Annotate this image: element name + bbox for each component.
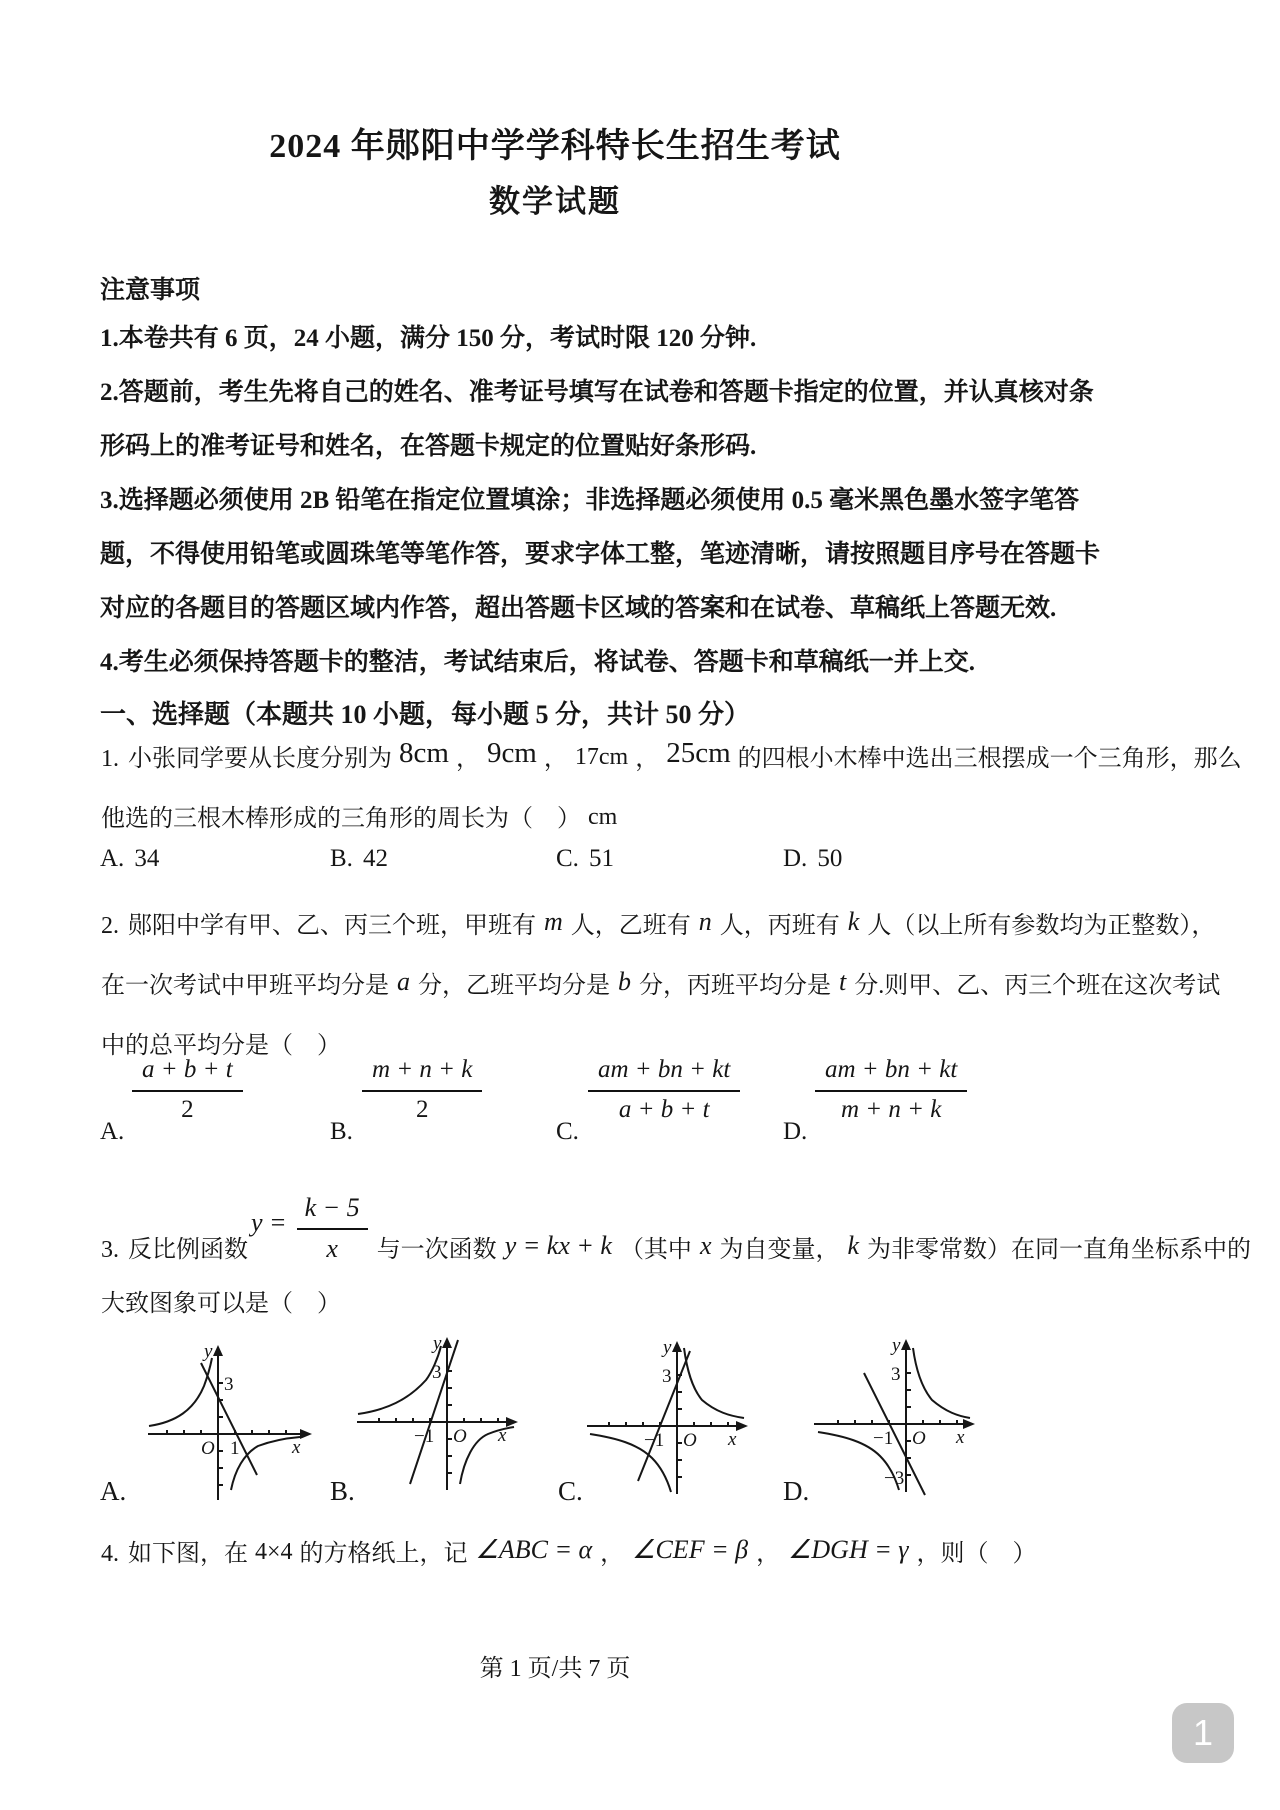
q2-var-b: b [618,967,631,996]
q2-var-m: m [544,907,563,936]
q3-fraction [297,1193,368,1264]
y-arrow-icon [901,1339,911,1350]
graph-option-c [582,1336,752,1498]
q2-var-k: k [847,907,860,936]
graph-a-svg [146,1342,316,1502]
q3-text-3: （其中 [619,1237,692,1263]
x-tick-label-neg1: −1 [873,1428,894,1449]
q2-option-a-numerator: a + b + t [132,1056,243,1092]
notice-heading: 注意事项 [100,277,201,304]
q2-text-4: 人（以上所有参数均为正整数）， [867,913,1216,939]
question-1-line-2 [100,793,623,833]
exam-subtitle: 数学试题 [489,184,621,219]
question-1-line-1 [100,733,1243,773]
q3-linear-formula: y = kx + k [504,1231,612,1260]
origin-label: O [201,1438,215,1459]
q4-angle-abc: ∠ABC = α [475,1535,593,1564]
q1-comma-2: ， [543,746,568,772]
graph-b-svg [352,1334,522,1496]
q1-option-b-label: B. [330,845,353,872]
q4-text-2: 的方格纸上，记 [299,1541,468,1567]
q1-length-1: 8cm [399,737,449,769]
q2-text-5: 在一次考试中甲班平均分是 [101,973,389,999]
q2-text-8: 分.则甲、乙、丙三个班在这次考试 [854,973,1221,999]
origin-label: O [912,1428,926,1449]
question-2-line-2 [100,960,1221,1000]
graph-c-svg [582,1336,752,1498]
q2-option-d-label: D. [783,1118,808,1145]
q4-text-1: 如下图，在 [128,1541,248,1567]
q1-number: 1. [101,746,119,772]
q2-option-d-fraction [815,1056,967,1124]
q2-option-a-denominator: 2 [181,1096,194,1123]
graph-option-a [146,1342,316,1502]
y-arrow-icon [672,1341,682,1352]
q3-text-1: 反比例函数 [128,1237,248,1263]
q3-formula-lhs: y = [251,1208,287,1237]
q2-text-3: 人，丙班有 [719,913,840,939]
q2-option-c-label: C. [556,1118,579,1145]
q3-text-2: 与一次函数 [376,1237,497,1263]
origin-label: O [453,1426,467,1447]
x-arrow-icon [300,1429,312,1439]
q1-length-3: 17cm [574,744,629,770]
q2-option-d-numerator: am + bn + kt [815,1056,967,1092]
q2-option-a-fraction [132,1056,243,1124]
question-3-line-2 [100,1278,342,1318]
notice-item-2-line-2: 形码上的准考证号和姓名，在答题卡规定的位置贴好条形码. [100,433,757,460]
graph-d-svg [806,1336,981,1500]
y-tick-label-3: 3 [224,1374,234,1395]
origin-label: O [683,1430,697,1451]
hyperbola-branch-q1 [913,1348,970,1418]
graph-a-letter: A. [100,1476,127,1506]
x-axis-label: x [498,1425,507,1446]
q1-option-d-value: 50 [817,845,843,872]
q1-option-b-value: 42 [362,845,388,872]
q3-fraction-denominator: x [326,1234,338,1263]
y-axis-label: y [204,1342,213,1362]
q2-option-c-denominator: a + b + t [618,1096,710,1123]
q2-text-9: 中的总平均分是（ ） [101,1033,341,1059]
exam-title: 2024 年郧阳中学学科特长生招生考试 [269,128,841,165]
page-number-badge [1172,1703,1234,1763]
q3-var-x: x [699,1231,712,1260]
q1-unit: cm [588,804,618,830]
q1-option-d-label: D. [783,845,808,872]
q2-text-6: 分，乙班平均分是 [418,973,610,999]
q2-number: 2. [101,913,119,939]
q2-option-b-numerator: m + n + k [362,1056,482,1092]
q1-text: 小张同学要从长度分别为 [128,746,392,772]
graph-c-letter: C. [558,1476,583,1506]
q4-comma-1: ， [600,1541,625,1567]
page-footer: 第 1 页/共 7 页 [479,1656,631,1682]
notice-item-2-line-1: 2.答题前，考生先将自己的姓名、准考证号填写在试卷和答题卡指定的位置，并认真核对条 [100,379,1094,406]
x-axis-label: x [728,1429,737,1450]
q3-number: 3. [101,1237,119,1263]
q2-option-d-denominator: m + n + k [840,1096,942,1123]
y-tick-label-3: 3 [891,1364,901,1385]
notice-item-3-line-2: 题，不得使用铅笔或圆珠笔等笔作答，要求字体工整，笔迹清晰，请按照题目序号在答题卡 [100,541,1101,568]
q4-text-3: ，则（ ） [916,1541,1037,1567]
q1-option-c-value: 51 [588,845,614,872]
q2-option-b-label: B. [330,1118,353,1145]
q1-option-b [330,845,388,873]
q2-text-1: 郧阳中学有甲、乙、丙三个班，甲班有 [128,913,536,939]
notice-item-4: 4.考生必须保持答题卡的整洁，考试结束后，将试卷、答题卡和草稿纸一并上交. [100,649,976,676]
section-header-choice: 一、选择题（本题共 10 小题，每小题 5 分，共计 50 分） [100,700,751,729]
y-axis-label: y [663,1337,672,1358]
y-axis-label: y [433,1334,442,1354]
q2-text-2: 人，乙班有 [570,913,691,939]
q2-var-a: a [397,967,410,996]
hyperbola-branch-q1 [684,1348,744,1418]
graph-d-letter: D. [783,1476,810,1506]
hyperbola-branch-q2 [358,1346,441,1414]
notice-item-3-line-1: 3.选择题必须使用 2B 铅笔在指定位置填涂；非选择题必须使用 0.5 毫米黑色墨水签字笔答 [100,487,1080,514]
x-tick-label-neg1: −1 [644,1430,665,1451]
q3-text-5: 为非零常数）在同一直角坐标系中的 [867,1237,1252,1263]
x-tick-label-1: 1 [230,1438,240,1459]
q1-comma-3: ， [635,746,660,772]
x-tick-label-neg1: −1 [414,1426,435,1447]
x-arrow-icon [963,1419,975,1429]
q2-option-c-numerator: am + bn + kt [588,1056,740,1092]
notice-item-1: 1.本卷共有 6 页，24 小题，满分 150 分，考试时限 120 分钟. [100,325,757,352]
y-axis-label: y [892,1336,901,1356]
q4-number: 4. [101,1541,119,1567]
q1-text-line2: 他选的三根木棒形成的三角形的周长为（ ） [101,806,581,832]
q4-angle-dgh: ∠DGH = γ [788,1535,909,1564]
q3-text-4: 为自变量， [719,1237,840,1263]
q2-option-a-label: A. [100,1118,125,1145]
q2-option-b-denominator: 2 [415,1096,429,1123]
x-axis-label: x [292,1437,301,1458]
question-2-line-1 [100,900,1216,940]
q2-option-c-fraction [588,1056,740,1124]
notice-item-3-line-3: 对应的各题目的答题区域内作答，超出答题卡区域的答案和在试卷、草稿纸上答题无效. [100,595,1057,622]
q1-text-cont: 的四根小木棒中选出三根摆成一个三角形，那么 [737,746,1242,772]
q4-angle-cef: ∠CEF = β [632,1535,749,1564]
x-arrow-icon [736,1421,748,1431]
q2-var-t: t [839,967,847,996]
q1-option-c [556,845,614,873]
q1-option-a-label: A. [100,845,125,872]
x-axis-label: x [956,1427,965,1448]
question-3-line-1 [100,1180,1252,1264]
q1-option-a-value: 34 [134,845,160,872]
q4-comma-2: ， [756,1541,781,1567]
q2-text-7: 分，丙班平均分是 [639,973,831,999]
q2-var-n: n [698,907,712,936]
y-tick-label-3: 3 [432,1362,442,1383]
q2-option-b-fraction [362,1056,482,1124]
x-arrow-icon [506,1417,518,1427]
y-arrow-icon [213,1345,223,1356]
q1-length-2: 9cm [486,737,537,769]
page-number-badge-text: 1 [1192,1712,1214,1753]
y-tick-label-3: 3 [662,1366,672,1387]
q1-option-d [783,845,842,873]
q3-text-6: 大致图象可以是（ ） [101,1291,341,1317]
q1-option-c-label: C. [556,845,579,872]
graph-option-d [806,1336,981,1500]
q1-comma-1: ， [455,746,480,772]
graph-b-letter: B. [330,1476,355,1506]
y-tick-label-neg3: −3 [884,1468,905,1489]
q1-length-4: 25cm [666,737,731,769]
q3-fraction-numerator: k − 5 [297,1193,368,1230]
q1-option-a [100,845,159,873]
question-4-line-1 [100,1528,1038,1568]
graph-option-b [352,1334,522,1496]
question-2-line-3 [100,1020,342,1060]
y-arrow-icon [442,1337,452,1348]
q3-var-k: k [847,1231,860,1260]
q4-grid-size: 4×4 [255,1539,293,1565]
